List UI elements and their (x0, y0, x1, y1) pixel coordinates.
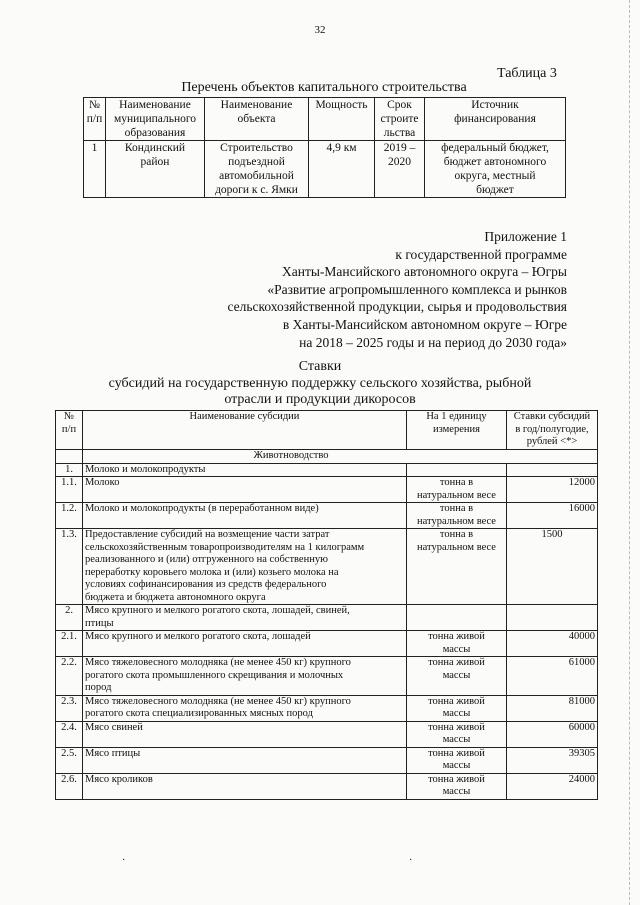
row-unit: тонна живой массы (407, 773, 507, 799)
scan-dot: · (122, 855, 126, 866)
section-row (56, 450, 598, 464)
row-value: 1500 (507, 529, 598, 605)
scan-margin-line (629, 0, 630, 905)
scan-dot: · (409, 855, 413, 866)
rates-subtitle: субсидий на государственную поддержку сельского хозяйства, рыбной отрасли и продукции дикоросов (108, 376, 532, 407)
row-num: 2.3. (56, 695, 83, 721)
cell-source: федеральный бюджет, бюджет автономного округа, местный бюджет (425, 141, 566, 198)
row-value (507, 463, 598, 477)
table-row (56, 657, 598, 696)
row-value: 39305 (507, 747, 598, 773)
row-unit: тонна в натуральном весе (407, 503, 507, 529)
row-value (507, 605, 598, 631)
header-capacity: Мощность (309, 98, 375, 141)
row-name: Мясо кроликов (83, 773, 407, 799)
row-unit: тонна в натуральном весе (407, 477, 507, 503)
rates-title: Ставки (298, 359, 342, 374)
row-num: 2.2. (56, 657, 83, 696)
header-period: Срок строите льства (375, 98, 425, 141)
header-source: Источник финансирования (425, 98, 566, 141)
row-num: 1.3. (56, 529, 83, 605)
table-row (84, 141, 566, 198)
section-title-text: Животноводство (253, 450, 329, 461)
header-num: № п/п (84, 98, 106, 141)
row-unit: тонна живой массы (407, 631, 507, 657)
cell-num: 1 (84, 141, 106, 198)
row-name: Мясо птицы (83, 747, 407, 773)
row-unit: тонна живой массы (407, 721, 507, 747)
row-name: Молоко и молокопродукты (в переработанном виде) (83, 503, 407, 529)
header-municipality: Наименование муниципального образования (106, 98, 205, 141)
subsidy-rates-table (55, 410, 598, 800)
row-unit: тонна живой массы (407, 657, 507, 696)
header-num: № п/п (56, 411, 83, 450)
row-num: 2.6. (56, 773, 83, 799)
header-rate: Ставки субсидий в год/полугодие, рублей <*> (507, 411, 598, 450)
row-name: Молоко и молокопродукты (83, 463, 407, 477)
row-num: 1.1. (56, 477, 83, 503)
row-value: 12000 (507, 477, 598, 503)
row-num: 1. (56, 463, 83, 477)
row-name: Мясо крупного и мелкого рогатого скота, лошадей (83, 631, 407, 657)
table-row (56, 721, 598, 747)
cell-object: Строительство подъездной автомобильной дороги к с. Ямки (205, 141, 309, 198)
table-row (56, 503, 598, 529)
table-row (56, 463, 598, 477)
table-row (56, 529, 598, 605)
row-unit: тонна живой массы (407, 695, 507, 721)
section-spacer (56, 450, 83, 464)
cell-capacity: 4,9 км (309, 141, 375, 198)
table-row (56, 631, 598, 657)
row-name: Мясо тяжеловесного молодняка (не менее 450 кг) крупного рогатого скота промышленного скрещивания и молочных пород (83, 657, 407, 696)
row-num: 2.1. (56, 631, 83, 657)
row-num: 2. (56, 605, 83, 631)
table-header-row (56, 411, 598, 450)
header-unit: На 1 единицу измерения (407, 411, 507, 450)
row-value: 61000 (507, 657, 598, 696)
table-row (56, 605, 598, 631)
table-3-title: Перечень объектов капитального строительства (181, 80, 467, 95)
capital-construction-table (83, 97, 566, 198)
row-name: Мясо крупного и мелкого рогатого скота, лошадей, свиней, птицы (83, 605, 407, 631)
row-value: 40000 (507, 631, 598, 657)
table-3-label: Таблица 3 (497, 66, 557, 81)
row-value: 24000 (507, 773, 598, 799)
header-object: Наименование объекта (205, 98, 309, 141)
row-unit: тонна живой массы (407, 747, 507, 773)
table-row (56, 477, 598, 503)
table-header-row (84, 98, 566, 141)
row-name: Мясо свиней (83, 721, 407, 747)
row-name: Молоко (83, 477, 407, 503)
row-num: 2.4. (56, 721, 83, 747)
row-value: 81000 (507, 695, 598, 721)
row-unit (407, 463, 507, 477)
table-row (56, 773, 598, 799)
table-row (56, 695, 598, 721)
row-value: 60000 (507, 721, 598, 747)
table-row (56, 747, 598, 773)
section-title (83, 450, 598, 464)
row-num: 2.5. (56, 747, 83, 773)
appendix-heading: Приложение 1 к государственной программе Ханты-Мансийского автономного округа – Югры «Развитие агропромышленного комплекса и рынков сельскохозяйственной продукции, сырья и продовольствия в Ханты-Мансийском автономном округе – Югре на 2018 – 2025 годы и на период до 2030 года» (227, 229, 567, 350)
header-name: Наименование субсидии (83, 411, 407, 450)
page-number: 32 (314, 24, 326, 36)
cell-period: 2019 – 2020 (375, 141, 425, 198)
cell-municipality: Кондинский район (106, 141, 205, 198)
row-unit (407, 605, 507, 631)
row-num: 1.2. (56, 503, 83, 529)
row-name: Предоставление субсидий на возмещение части затрат сельскохозяйственным товаропроизводителям на 1 килограмм реализованного и (или) отгруженного на собственную переработку коровьего молока и (или) козьего молока на условиях софинансирования из средств федерального бюджета и бюджета автономного округа (83, 529, 407, 605)
row-name: Мясо тяжеловесного молодняка (не менее 450 кг) крупного рогатого скота специализированных мясных пород (83, 695, 407, 721)
row-unit: тонна в натуральном весе (407, 529, 507, 605)
row-value: 16000 (507, 503, 598, 529)
